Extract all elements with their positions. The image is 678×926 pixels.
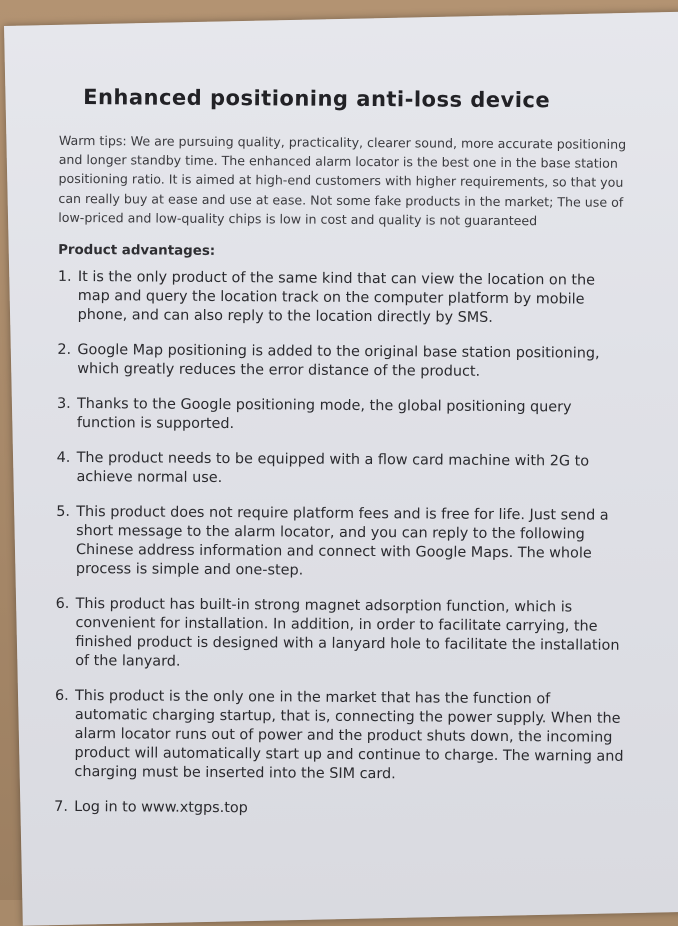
advantage-text: The product needs to be equipped with a flow card machine with 2G to achieve normal use.	[76, 450, 590, 487]
advantage-text: It is the only product of the same kind that can view the location on the map and query the location track on the computer platform by mobile phone, and can also reply to the location directly by SMS.	[77, 269, 596, 326]
advantage-text: Google Map positioning is added to the original base station positioning, which greatly reduces the error distance of the product.	[77, 342, 600, 380]
advantage-number: 2.	[57, 341, 72, 358]
advantage-text: This product is the only one in the market that has the function of automatic charging startup, that is, connecting the power supply. When the alarm locator runs out of power and the product shuts down, the incoming product will automatically start up and continue to charge. The warning and charging must be inserted into the SIM card.	[74, 687, 624, 783]
advantage-item	[54, 798, 624, 821]
advantage-number: 1.	[57, 268, 72, 285]
document-title: Enhanced positioning anti-loss device	[83, 85, 551, 113]
advantages-list	[54, 268, 628, 821]
advantage-item	[58, 268, 628, 329]
advantage-number: 6.	[55, 595, 70, 612]
leaflet-content	[54, 85, 629, 837]
advantage-item	[57, 395, 627, 437]
advantage-number: 3.	[56, 395, 71, 412]
advantage-item	[56, 449, 626, 491]
advantage-number: 5.	[56, 503, 71, 520]
advantage-text: This product does not require platform fees and is free for life. Just send a short message to the alarm locator, and you can reply to the following Chinese address information and connect with Google Maps. The whole process is simple and one-step.	[75, 504, 609, 579]
advantage-number: 7.	[54, 798, 68, 815]
instruction-leaflet	[4, 12, 678, 926]
advantage-number: 4.	[56, 449, 71, 466]
advantage-text: Log in to www.xtgps.top	[74, 798, 248, 817]
advantage-item	[55, 595, 626, 675]
advantage-item	[54, 687, 625, 786]
advantage-text: This product has built-in strong magnet adsorption function, which is convenient for installation. In addition, in order to facilitate carrying, the finished product is designed with a lanyard hole to facilitate the installation of the lanyard.	[75, 595, 620, 670]
advantage-number: 6.	[54, 687, 69, 704]
intro-paragraph: Warm tips: We are pursuing quality, practicality, clearer sound, more accurate positioning and longer standby time. The enhanced alarm locator is the best one in the base station positioning ratio. It is aimed at high-end customers with higher requirements, so that you can really buy at ease and use at ease. Not some fake products in the market; The use of low-priced and low-quality chips is low in cost and quality is not guaranteed	[58, 132, 627, 229]
advantage-item	[57, 341, 627, 383]
advantage-item	[56, 503, 627, 583]
advantage-text: Thanks to the Google positioning mode, the global positioning query function is supported.	[76, 396, 572, 433]
advantages-heading: Product advantages:	[58, 242, 216, 259]
